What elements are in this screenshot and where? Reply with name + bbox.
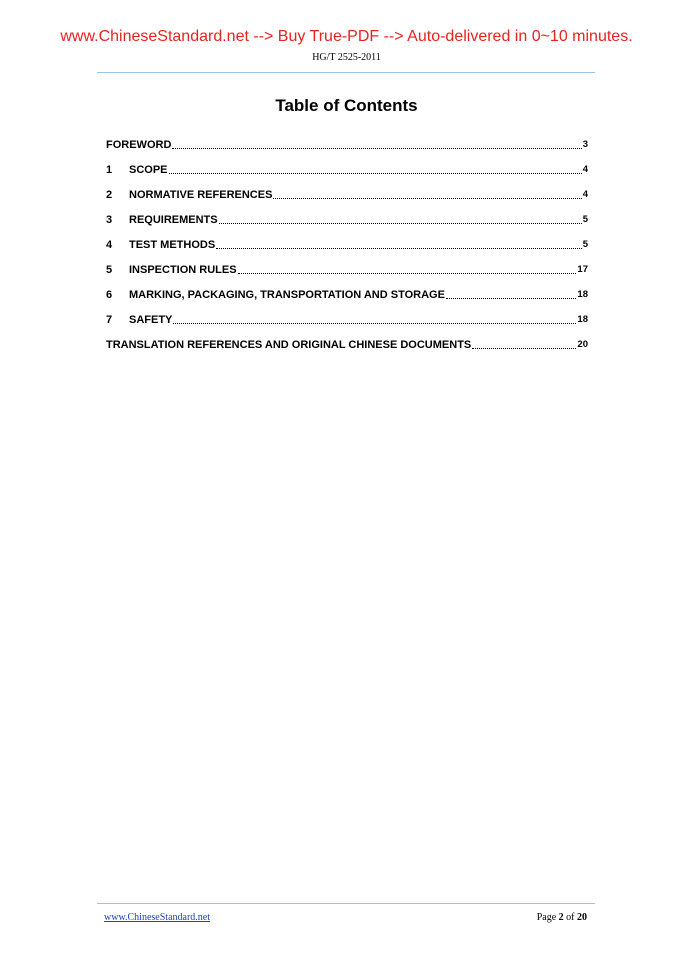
toc-leader-dots <box>273 198 581 199</box>
toc-entry-text: INSPECTION RULES <box>129 263 237 276</box>
toc-entry-safety[interactable] <box>106 307 588 332</box>
table-of-contents <box>106 132 588 357</box>
toc-entry-number: 2 <box>106 188 113 201</box>
toc-entry-text: TEST METHODS <box>129 238 216 251</box>
toc-leader-dots <box>172 148 581 149</box>
toc-leader-dots <box>216 248 582 249</box>
toc-leader-dots <box>238 273 577 274</box>
toc-title: Table of Contents <box>275 96 418 115</box>
toc-entry-page: 20 <box>577 339 588 350</box>
page-total: 20 <box>577 912 587 923</box>
toc-entry-normative-references[interactable] <box>106 182 588 207</box>
document-code: HG/T 2525-2011 <box>312 52 381 63</box>
footer-website-link[interactable]: www.ChineseStandard.net <box>104 912 210 923</box>
toc-entry-scope[interactable] <box>106 157 588 182</box>
toc-entry-page: 5 <box>582 239 588 250</box>
toc-entry-number: 7 <box>106 313 113 326</box>
toc-entry-text: NORMATIVE REFERENCES <box>129 188 273 201</box>
toc-entry-page: 4 <box>582 164 588 175</box>
toc-entry-number: 3 <box>106 213 113 226</box>
toc-entry-text: FOREWORD <box>106 138 172 151</box>
toc-entry-number: 5 <box>106 263 113 276</box>
toc-leader-dots <box>173 323 576 324</box>
toc-entry-page: 18 <box>577 314 588 325</box>
page-current: 2 <box>558 912 564 923</box>
footer-divider <box>97 903 595 904</box>
toc-entry-test-methods[interactable] <box>106 232 588 257</box>
toc-entry-number: 6 <box>106 288 113 301</box>
toc-leader-dots <box>219 223 582 224</box>
toc-entry-page: 5 <box>582 214 588 225</box>
toc-entry-number: 4 <box>106 238 113 251</box>
toc-entry-page: 3 <box>582 139 588 150</box>
page-number <box>537 912 587 923</box>
toc-entry-requirements[interactable] <box>106 207 588 232</box>
toc-entry-translation-references[interactable] <box>106 332 588 357</box>
toc-entry-number: 1 <box>106 163 113 176</box>
toc-entry-page: 18 <box>577 289 588 300</box>
page-of-word: of <box>566 912 575 923</box>
toc-entry-text: SAFETY <box>129 313 173 326</box>
toc-entry-page: 17 <box>577 264 588 275</box>
toc-entry-text: REQUIREMENTS <box>129 213 218 226</box>
toc-entry-inspection-rules[interactable] <box>106 257 588 282</box>
toc-leader-dots <box>169 173 582 174</box>
page-word: Page <box>536 912 557 923</box>
toc-entry-foreword[interactable] <box>106 132 588 157</box>
toc-leader-dots <box>446 298 576 299</box>
toc-entry-text: MARKING, PACKAGING, TRANSPORTATION AND STORAGE <box>129 288 445 301</box>
toc-entry-page: 4 <box>582 189 588 200</box>
toc-leader-dots <box>472 348 576 349</box>
toc-entry-marking-packaging[interactable] <box>106 282 588 307</box>
toc-entry-text: TRANSLATION REFERENCES AND ORIGINAL CHINESE DOCUMENTS <box>106 338 472 351</box>
toc-entry-text: SCOPE <box>129 163 168 176</box>
promo-banner[interactable]: www.ChineseStandard.net --> Buy True-PDF --> Auto-delivered in 0~10 minutes. <box>60 28 633 45</box>
header-divider <box>97 72 595 73</box>
